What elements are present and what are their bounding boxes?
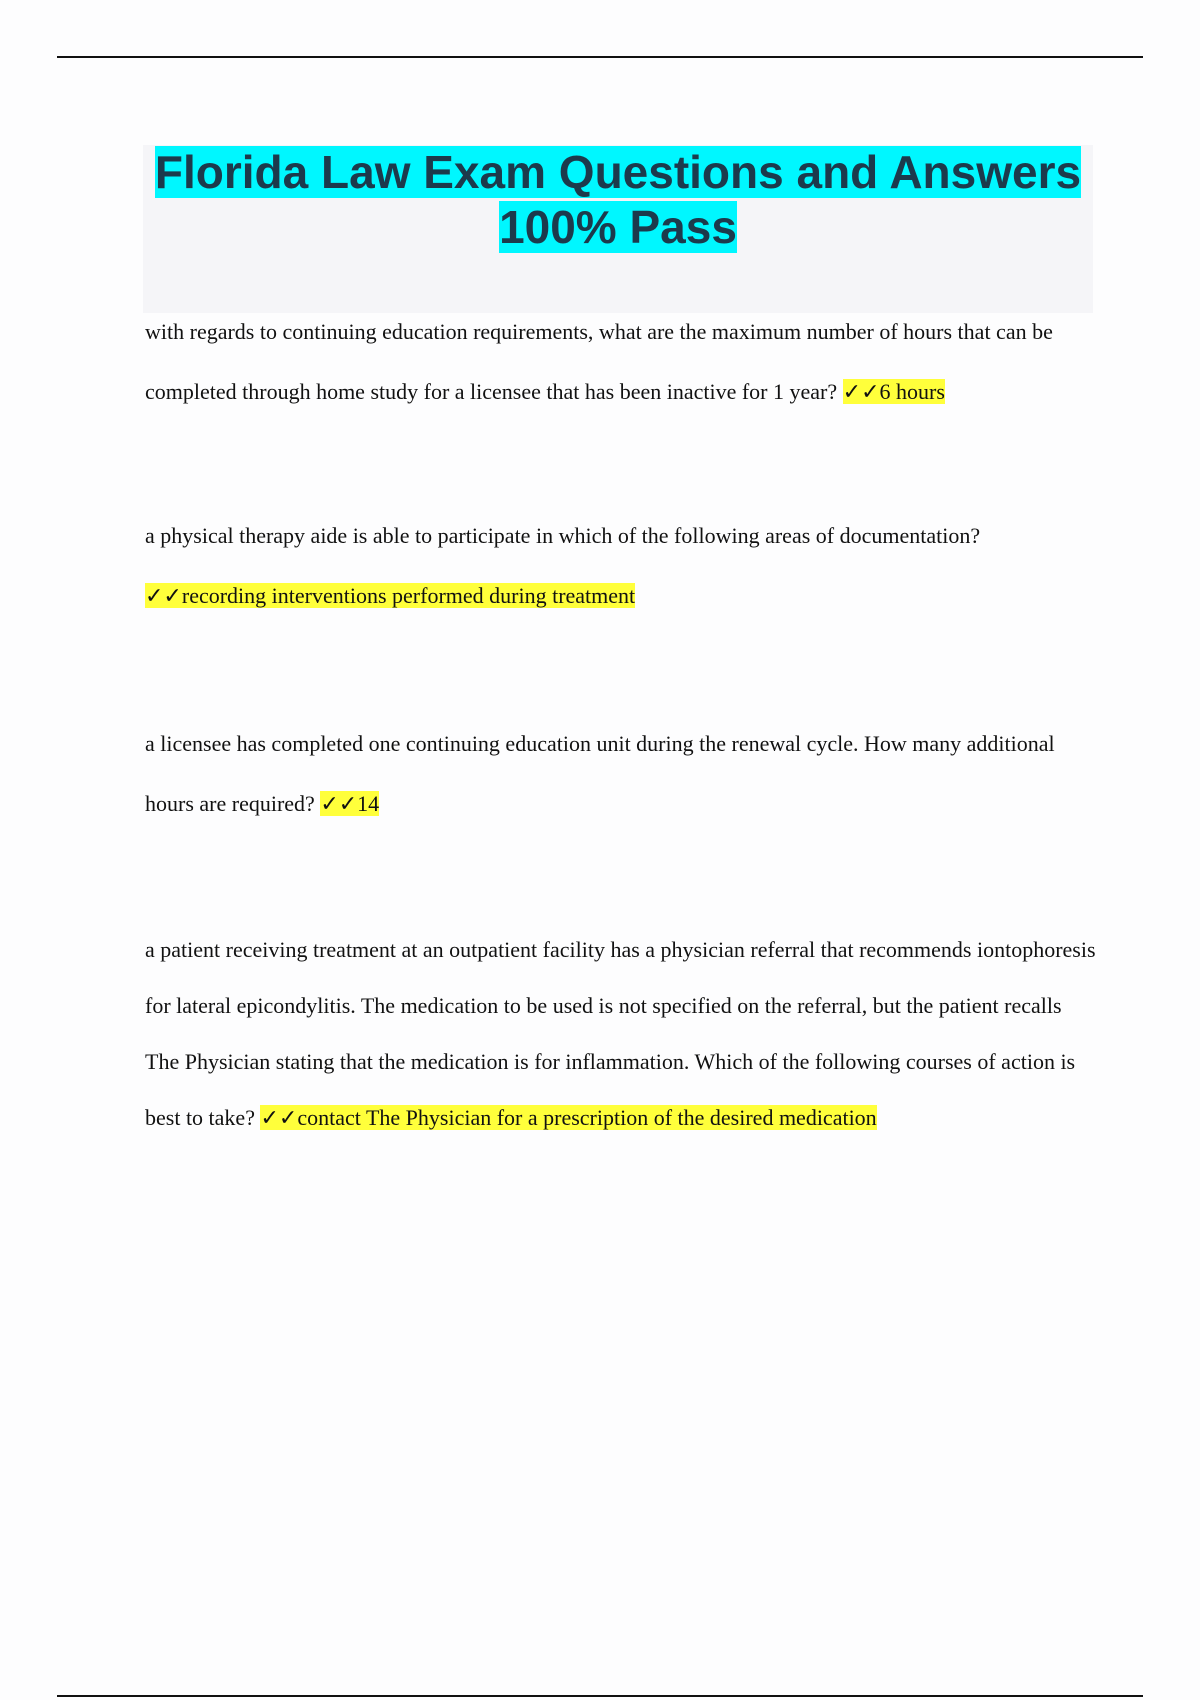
top-rule (57, 56, 1143, 58)
question-text: with regards to continuing education requirements, what are the maximum number of hours that can be completed through home study for a licensee that has been inactive for 1 year? (145, 319, 1053, 404)
answer-text: ✓✓14 (320, 791, 380, 816)
answer-text: ✓✓recording interventions performed during treatment (145, 583, 636, 608)
answer-text: ✓✓6 hours (842, 379, 945, 404)
qa-item (145, 506, 1100, 626)
document-title-text: Florida Law Exam Questions and Answers 100% Pass (154, 146, 1082, 253)
title-banner (143, 145, 1093, 313)
document-title (143, 145, 1093, 255)
question-text: a physical therapy aide is able to participate in which of the following areas of documentation? (145, 523, 981, 548)
bottom-rule (57, 1695, 1143, 1697)
qa-list (145, 302, 1100, 1146)
qa-item (145, 922, 1100, 1146)
qa-item (145, 302, 1100, 422)
answer-text: ✓✓contact The Physician for a prescription of the desired medication (260, 1105, 877, 1130)
question-text: a patient receiving treatment at an outpatient facility has a physician referral that recommends iontophoresis for lateral epicondylitis. The medication to be used is not specified on the referral, but the patient recalls The Physician stating that the medication is for inflammation. Which of the following courses of action is best to take? (145, 937, 1096, 1130)
question-text: a licensee has completed one continuing education unit during the renewal cycle. How many additional hours are required? (145, 731, 1055, 816)
qa-item (145, 714, 1100, 834)
